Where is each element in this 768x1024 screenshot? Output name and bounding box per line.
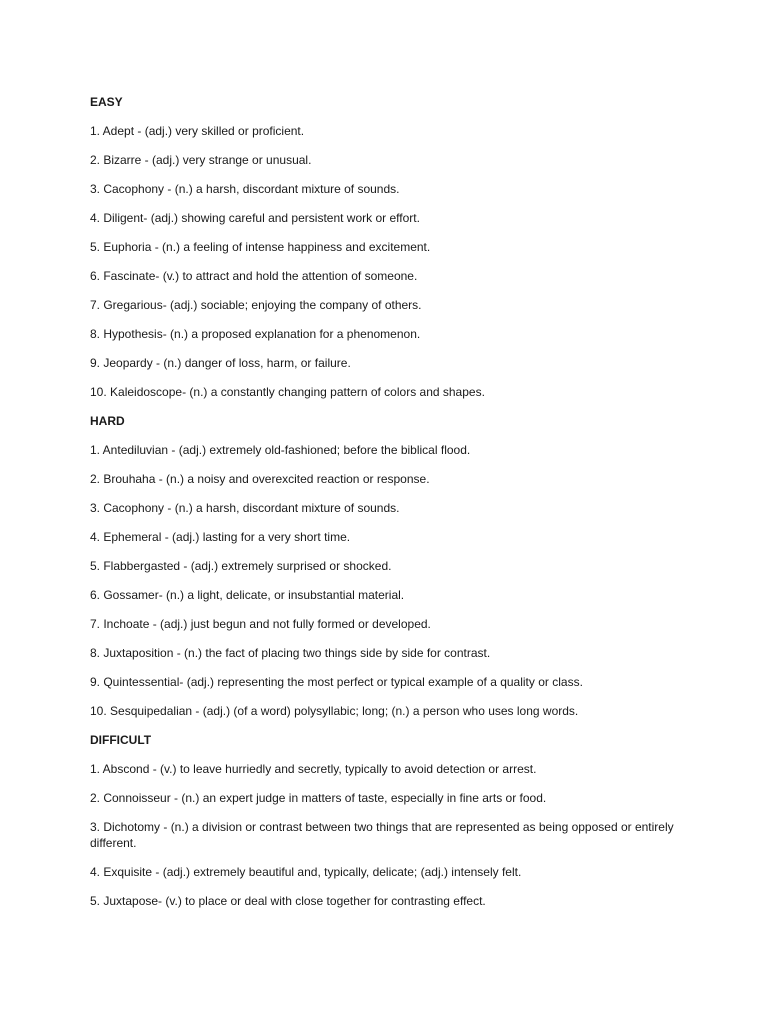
vocab-entry: 9. Jeopardy - (n.) danger of loss, harm, or failure. [90,356,351,370]
vocab-entry: 2. Bizarre - (adj.) very strange or unusual. [90,153,312,167]
vocab-entry: 10. Sesquipedalian - (adj.) (of a word) polysyllabic; long; (n.) a person who uses long words. [90,704,579,718]
vocab-entry: 4. Diligent- (adj.) showing careful and persistent work or effort. [90,211,420,225]
vocab-entry: 8. Juxtaposition - (n.) the fact of placing two things side by side for contrast. [90,646,491,660]
vocab-entry: 5. Juxtapose- (v.) to place or deal with close together for contrasting effect. [90,894,486,908]
section-heading-hard: HARD [90,414,125,428]
section-heading-easy: EASY [90,95,123,109]
vocab-entry: 4. Ephemeral - (adj.) lasting for a very short time. [90,530,351,544]
vocab-entry: 1. Adept - (adj.) very skilled or proficient. [90,124,305,138]
vocab-entry: 4. Exquisite - (adj.) extremely beautiful and, typically, delicate; (adj.) intensely felt. [90,865,522,879]
vocab-entry: 10. Kaleidoscope- (n.) a constantly changing pattern of colors and shapes. [90,385,485,399]
vocab-entry: 9. Quintessential- (adj.) representing the most perfect or typical example of a quality or class. [90,675,583,689]
vocab-entry: 5. Euphoria - (n.) a feeling of intense happiness and excitement. [90,240,431,254]
vocab-entry: 5. Flabbergasted - (adj.) extremely surprised or shocked. [90,559,392,573]
vocab-entry: 7. Inchoate - (adj.) just begun and not fully formed or developed. [90,617,431,631]
document-page [90,94,690,922]
vocab-entry: 8. Hypothesis- (n.) a proposed explanation for a phenomenon. [90,327,421,341]
vocab-entry: 3. Cacophony - (n.) a harsh, discordant mixture of sounds. [90,501,400,515]
vocab-entry: 2. Connoisseur - (n.) an expert judge in matters of taste, especially in fine arts or food. [90,791,547,805]
vocab-entry: 1. Antediluvian - (adj.) extremely old-fashioned; before the biblical flood. [90,443,471,457]
vocab-entry: 1. Abscond - (v.) to leave hurriedly and secretly, typically to avoid detection or arrest. [90,762,537,776]
vocab-entry: 3. Cacophony - (n.) a harsh, discordant mixture of sounds. [90,182,400,196]
vocab-entry: 6. Gossamer- (n.) a light, delicate, or insubstantial material. [90,588,405,602]
vocab-entry: 7. Gregarious- (adj.) sociable; enjoying the company of others. [90,298,422,312]
vocab-entry: 2. Brouhaha - (n.) a noisy and overexcited reaction or response. [90,472,430,486]
vocab-entry: 3. Dichotomy - (n.) a division or contrast between two things that are represented as being opposed or entirely different. [90,820,674,850]
section-heading-difficult: DIFFICULT [90,733,152,747]
vocab-entry: 6. Fascinate- (v.) to attract and hold the attention of someone. [90,269,418,283]
